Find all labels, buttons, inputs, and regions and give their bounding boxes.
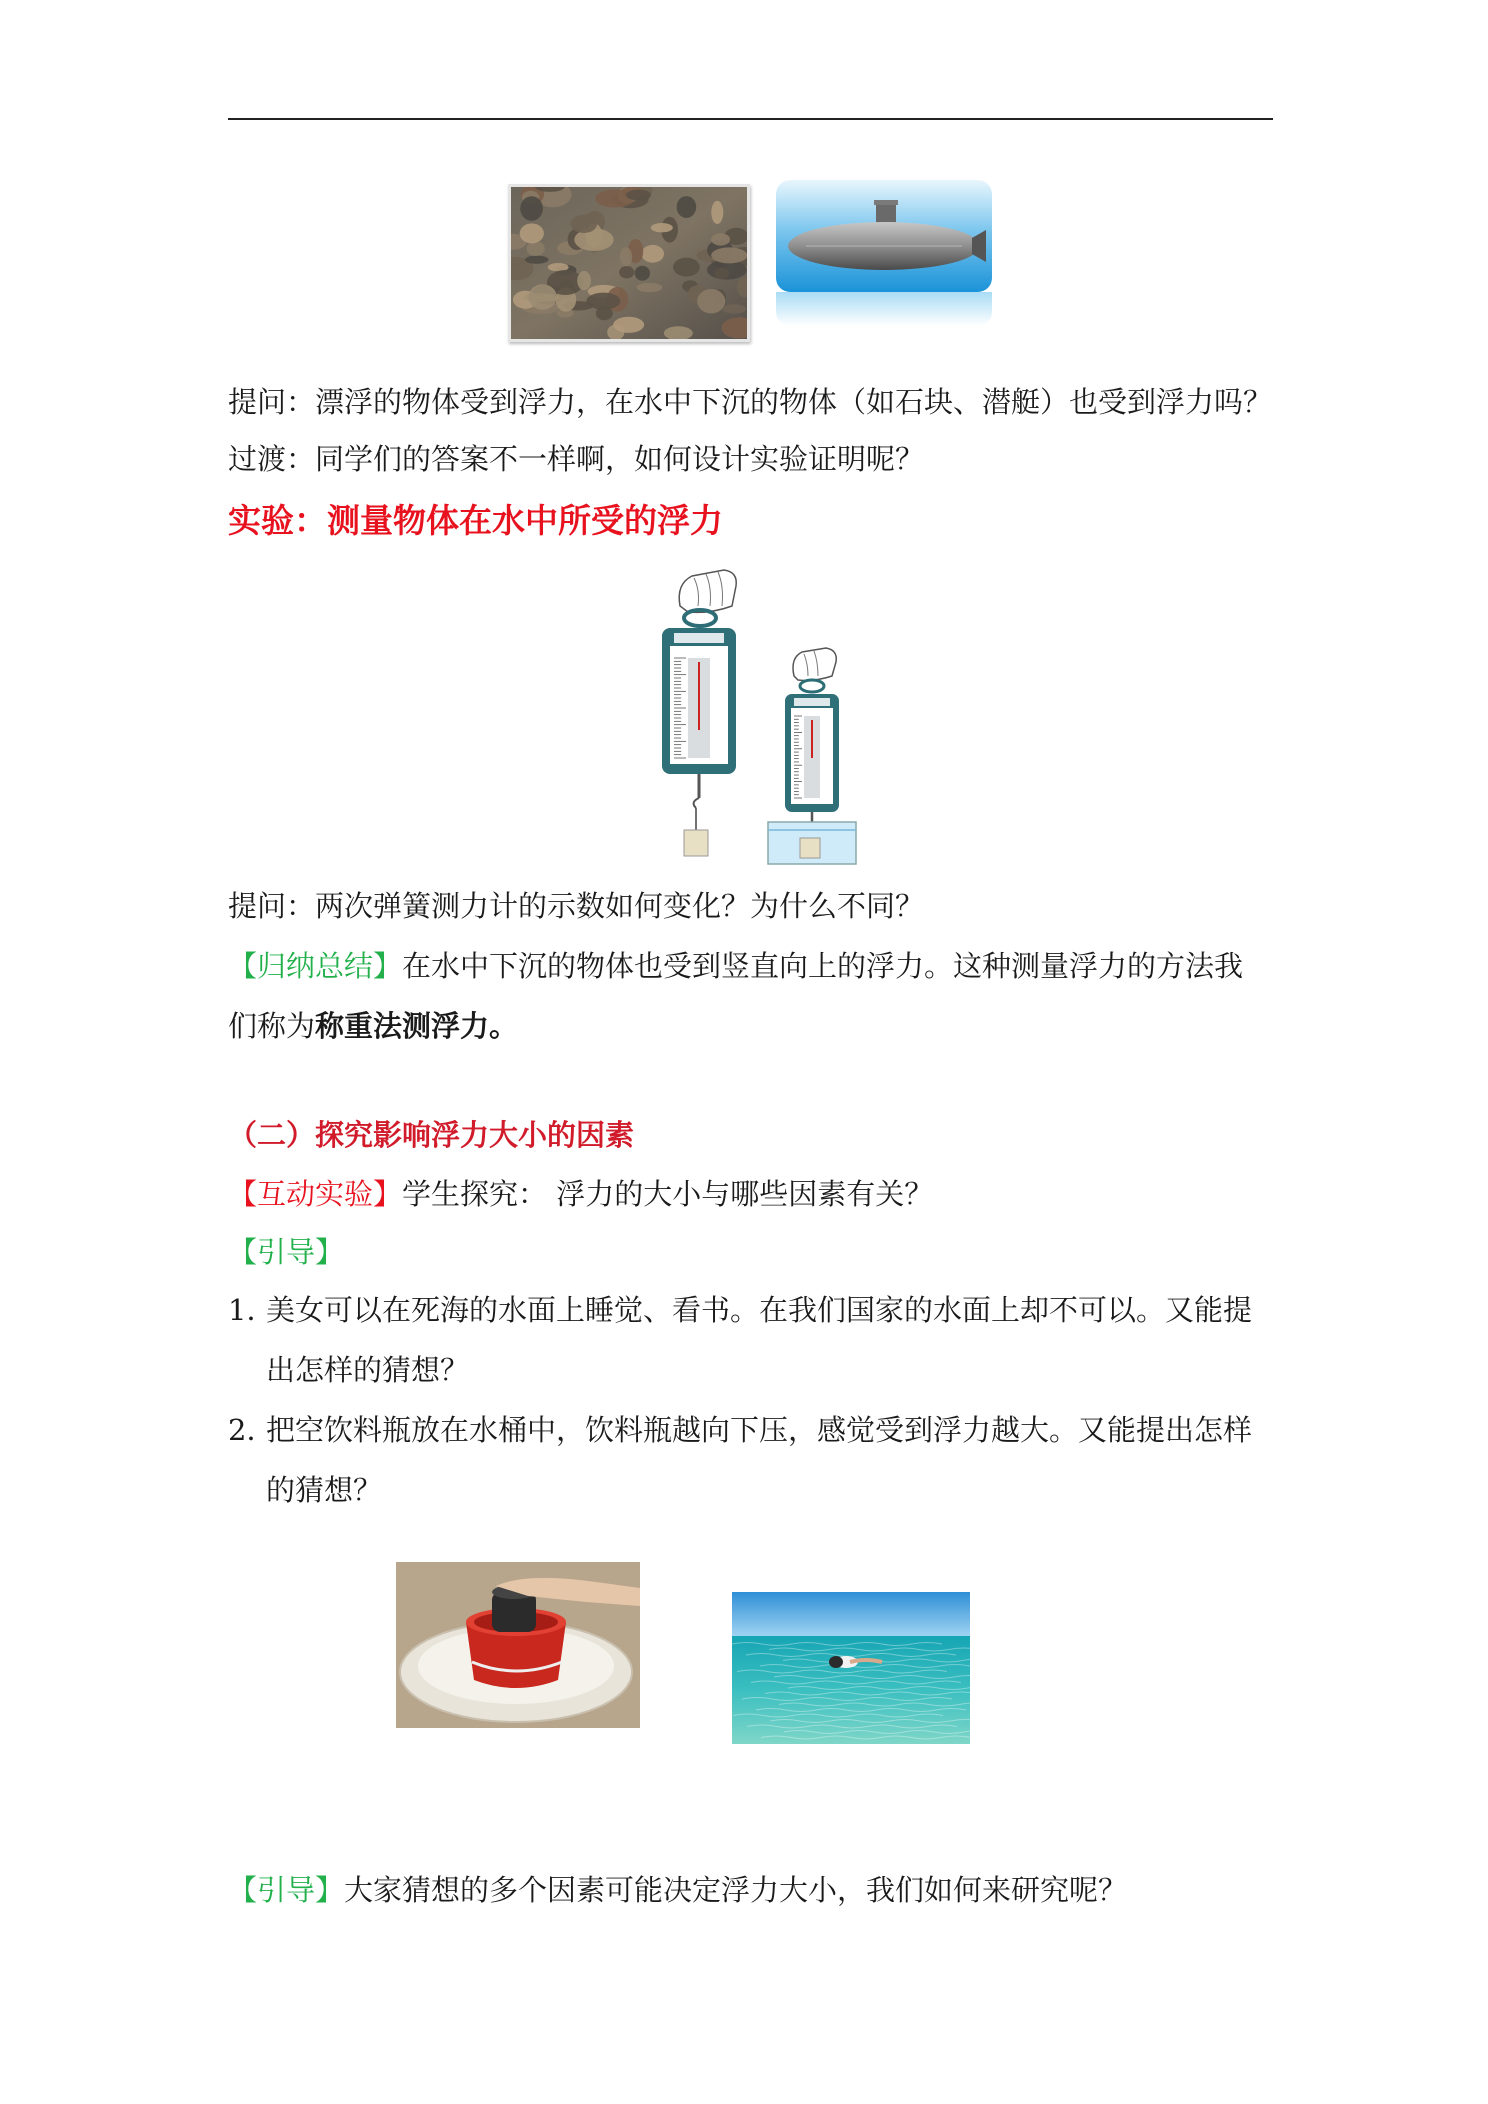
- list-item: [228, 1410, 1278, 1520]
- interactive-line: [228, 1174, 933, 1214]
- summary-text: 在水中下沉的物体也受到竖直向上的浮力。这种测量浮力的方法我: [402, 949, 1244, 983]
- summary-line-1: [228, 946, 1243, 986]
- bucket-basin-photo: [396, 1562, 640, 1728]
- submarine-image: [776, 180, 992, 326]
- header-rule: [228, 118, 1273, 120]
- question-floating: 提问：漂浮的物体受到浮力，在水中下沉的物体（如石块、潜艇）也受到浮力吗？: [228, 385, 1273, 419]
- method-name: 称重法测浮力。: [315, 1009, 519, 1043]
- experiment-title: 实验：测量物体在水中所受的浮力: [228, 501, 723, 540]
- dead-sea-photo: [732, 1592, 970, 1744]
- guide2-text: 大家猜想的多个因素可能决定浮力大小，我们如何来研究呢？: [344, 1873, 1128, 1907]
- interactive-tag: 【互动实验】: [228, 1177, 403, 1211]
- summary-tag: 【归纳总结】: [228, 949, 403, 983]
- summary-line-2: [228, 1006, 518, 1046]
- list-number: 2．: [228, 1413, 276, 1447]
- summary-prefix: 们称为: [228, 1009, 316, 1043]
- interactive-text: 学生探究： 浮力的大小与哪些因素有关？: [402, 1177, 934, 1211]
- guide-line: [228, 1232, 344, 1272]
- spring-scale-diagram: [640, 566, 870, 868]
- section-2-title: （二）探究影响浮力大小的因素: [228, 1118, 635, 1152]
- transition-text: 过渡：同学们的答案不一样啊，如何设计实验证明呢？: [228, 442, 925, 476]
- guide2-line: [228, 1870, 1127, 1910]
- list-item: [228, 1290, 1278, 1400]
- question-scale-readings: 提问：两次弹簧测力计的示数如何变化？为什么不同？: [228, 889, 925, 923]
- list-text: 把空饮料瓶放在水桶中，饮料瓶越向下压，感觉受到浮力越大。又能提出怎样的猜想？: [266, 1413, 1253, 1507]
- list-number: 1．: [228, 1293, 276, 1327]
- list-text: 美女可以在死海的水面上睡觉、看书。在我们国家的水面上却不可以。又能提出怎样的猜想？: [266, 1293, 1253, 1387]
- guide2-tag: 【引导】: [228, 1873, 345, 1907]
- stones-photo: [508, 184, 750, 342]
- guide-tag: 【引导】: [228, 1235, 345, 1269]
